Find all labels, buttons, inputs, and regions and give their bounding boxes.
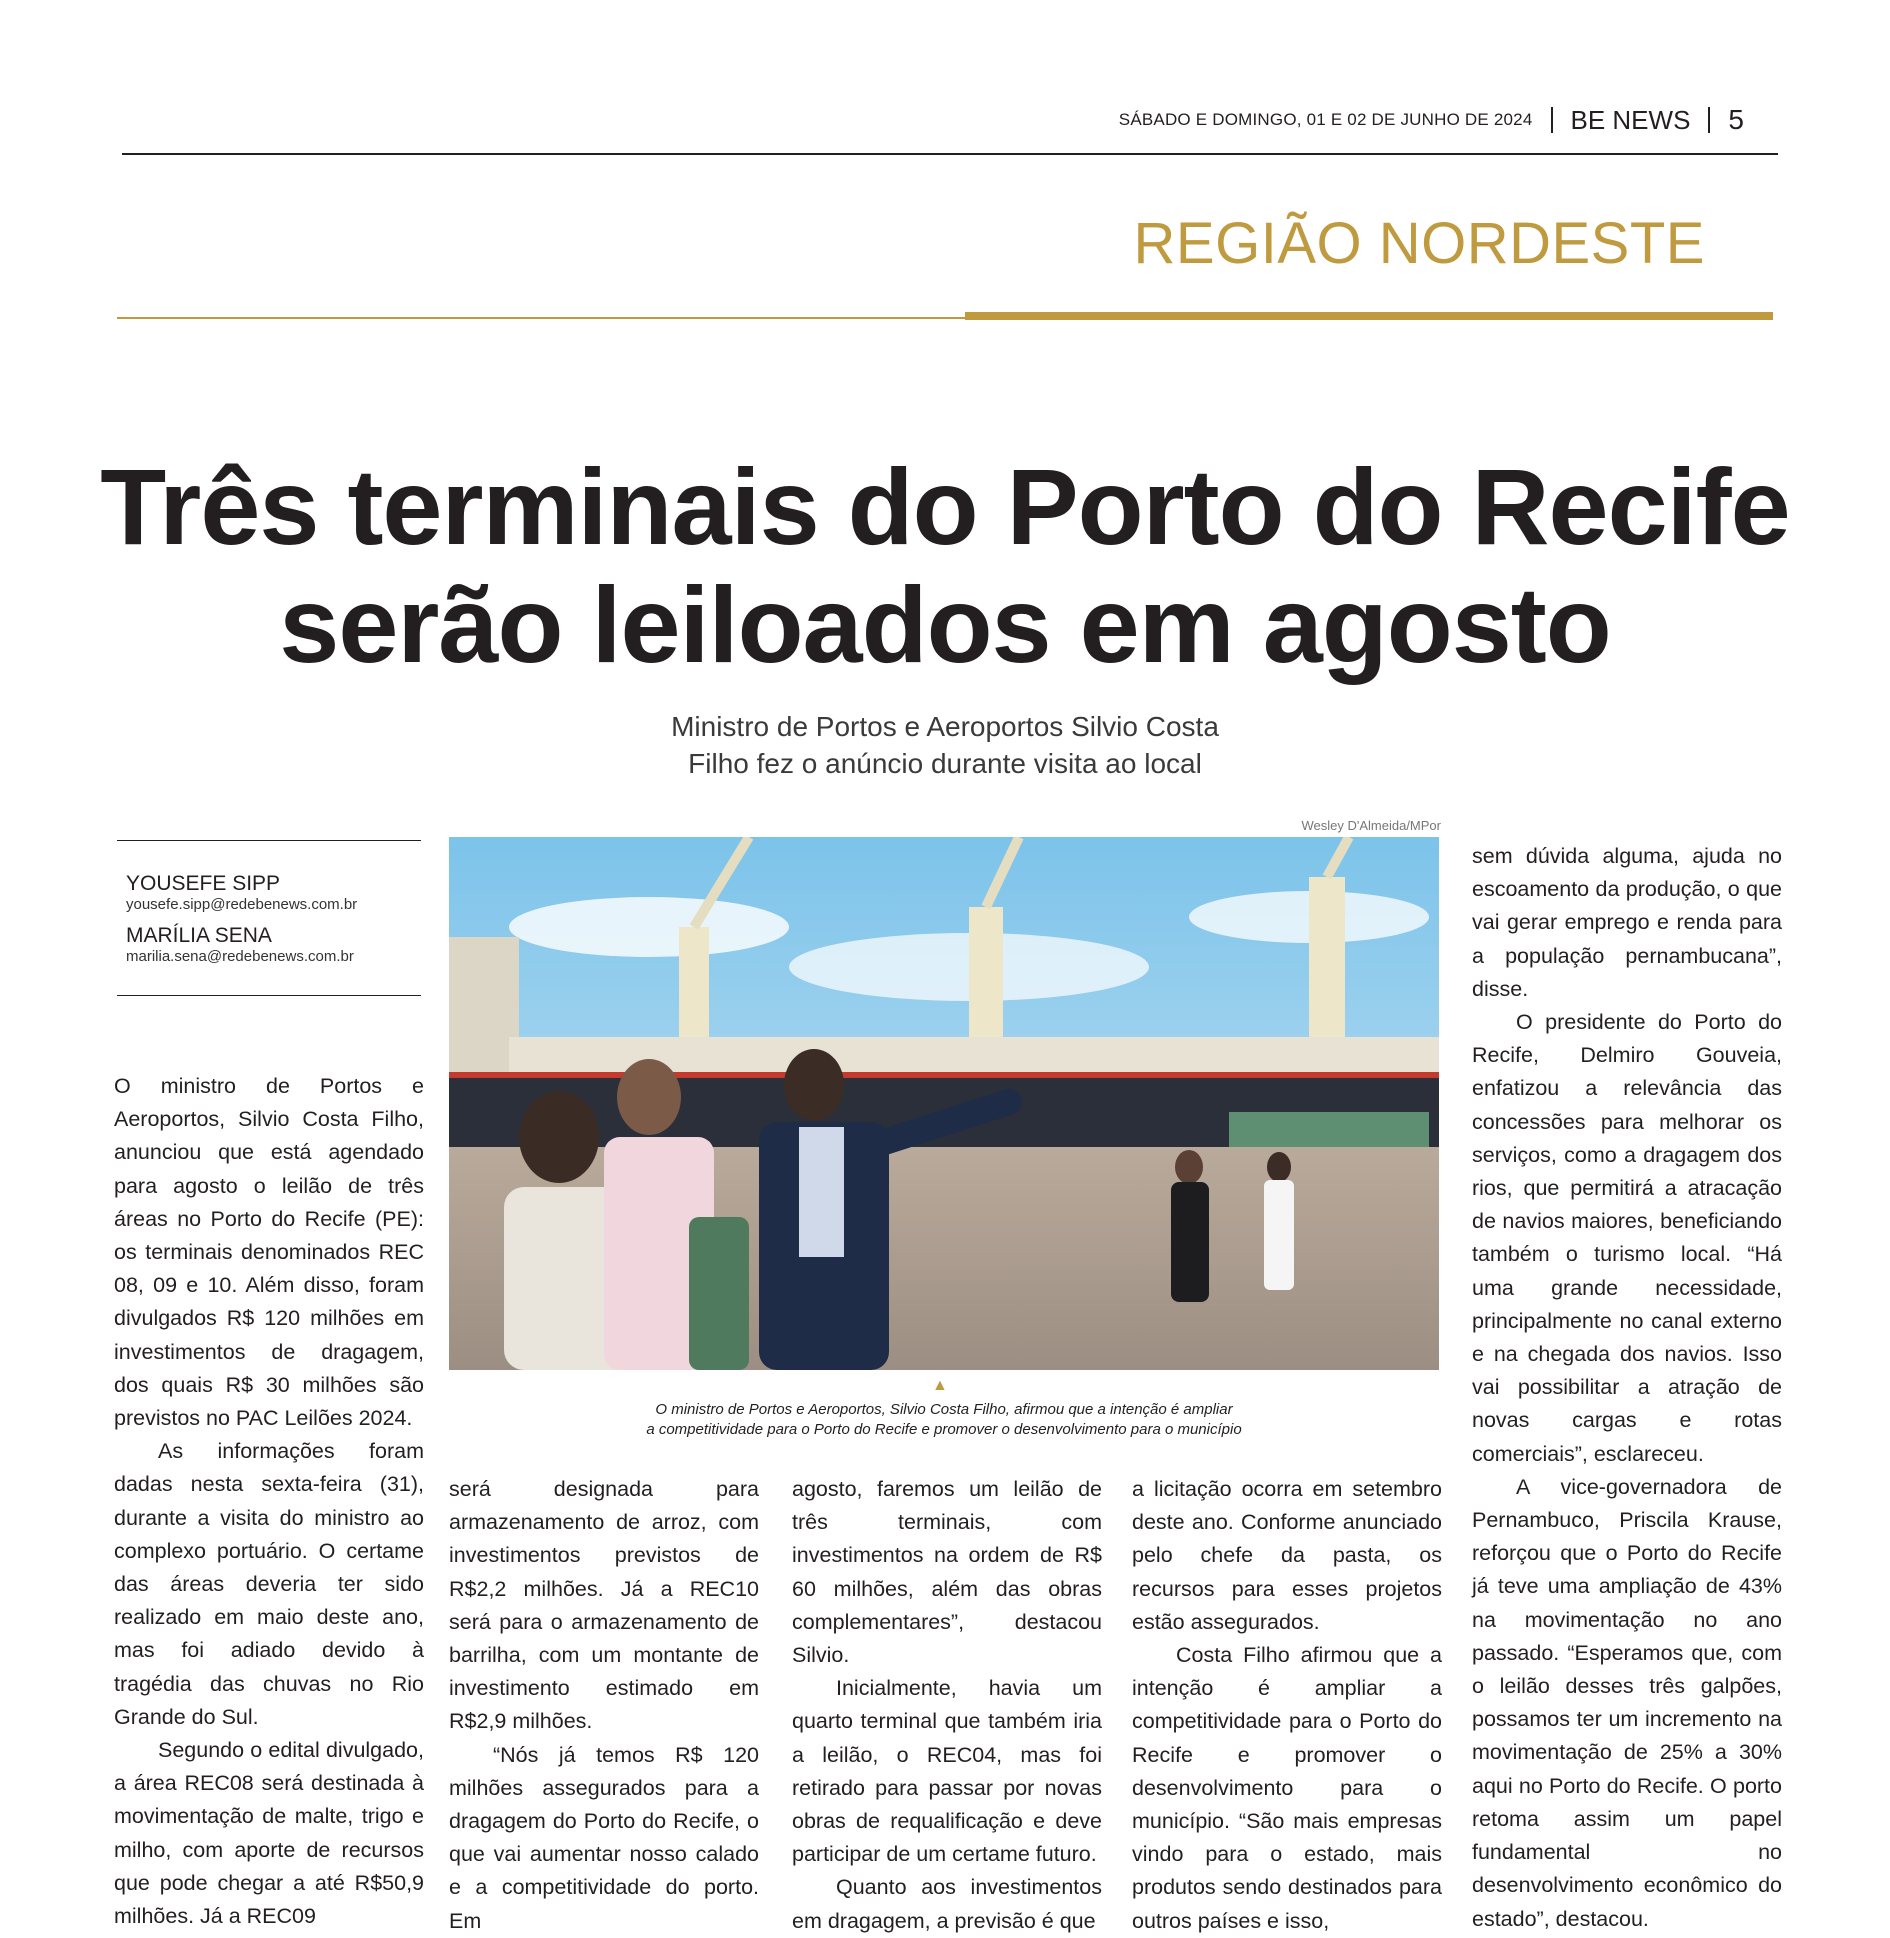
- author-byline: [126, 872, 357, 914]
- article-subtitle: [0, 708, 1890, 782]
- folio-divider: [1708, 107, 1710, 133]
- author-name: YOUSEFE SIPP: [126, 872, 281, 895]
- author-name: MARÍLIA SENA: [126, 924, 272, 947]
- byline-rule-top: [117, 840, 421, 841]
- author-byline: [126, 924, 354, 966]
- body-paragraph: sem dúvida alguma, ajuda no escoamento da produção, o que vai gerar emprego e renda para a população pernambucana”, disse.: [1472, 844, 1782, 1001]
- section-title: REGIÃO NORDESTE: [1133, 211, 1705, 276]
- page-folio: [1119, 104, 1744, 136]
- body-paragraph: Segundo o edital divulgado, a área REC08 será destinada à movimentação de malte, trigo e milho, com aporte de recursos que pode chegar a até R$50,9 milhões. Já a REC09: [114, 1738, 424, 1929]
- page-number: 5: [1728, 104, 1744, 135]
- article-photo: [449, 837, 1439, 1370]
- caption-line: a competitividade para o Porto do Recife e promover o desenvolvimento para o município: [646, 1421, 1242, 1438]
- photo-credit: Wesley D'Almeida/MPor: [1301, 818, 1441, 833]
- author-email[interactable]: yousefe.sipp@redebenews.com.br: [126, 896, 358, 913]
- subtitle-line: Ministro de Portos e Aeroportos Silvio Costa: [671, 711, 1219, 742]
- article-column-2: [449, 1473, 759, 1938]
- byline-rule-bottom: [117, 995, 421, 996]
- body-paragraph: As informações foram dadas nesta sexta-feira (31), durante a visita do ministro ao complexo portuário. O certame das áreas deveria ter sido realizado em maio deste ano, mas foi adiado devido à tragédia das chuvas no Rio Grande do Sul.: [114, 1439, 424, 1729]
- folio-divider: [1551, 107, 1553, 133]
- header-rule: [122, 153, 1778, 155]
- body-paragraph: Quanto aos investimentos em dragagem, a previsão é que: [792, 1875, 1102, 1933]
- headline-line: Três terminais do Porto do Recife: [100, 446, 1790, 567]
- body-paragraph: Inicialmente, havia um quarto terminal que também iria a leilão, o REC04, mas foi retirado para passar por novas obras de requalificação e deve participar de um certame futuro.: [792, 1676, 1102, 1867]
- body-paragraph: agosto, faremos um leilão de três terminais, com investimentos na ordem de R$ 60 milhões, além das obras complementares”, destacou Silvio.: [792, 1477, 1102, 1668]
- body-paragraph: “Nós já temos R$ 120 milhões assegurados para a dragagem do Porto do Recife, o que vai aumentar nosso calado e a competitividade do porto. Em: [449, 1742, 759, 1933]
- photo-caption: [449, 1400, 1439, 1440]
- body-paragraph: Costa Filho afirmou que a intenção é ampliar a competitividade para o Porto do Recife e promover o desenvolvimento para o município. “São mais empresas vindo para o estado, mais produtos sendo destinados para outros países e isso,: [1132, 1643, 1442, 1933]
- article-column-1: [114, 1070, 424, 1933]
- caption-arrow-icon: ▲: [932, 1377, 948, 1394]
- subtitle-line: Filho fez o anúncio durante visita ao local: [688, 748, 1202, 779]
- headline-line: serão leiloados em agosto: [279, 564, 1611, 685]
- body-paragraph: A vice-governadora de Pernambuco, Priscila Krause, reforçou que o Porto do Recife já teve uma ampliação de 43% na movimentação no ano passado. “Esperamos que, com o leilão desses três galpões, possamos ter um incremento na movimentação de 25% a 30% aqui no Porto do Recife. O porto retoma assim um papel fundamental no desenvolvimento econômico do estado”, destacou.: [1472, 1474, 1782, 1931]
- body-paragraph: será designada para armazenamento de arroz, com investimentos previstos de R$2,2 milhões. Já a REC10 será para o armazenamento de barrilha, com um montante de investimento estimado em R$2,9 milhões.: [449, 1477, 759, 1734]
- body-paragraph: a licitação ocorra em setembro deste ano. Conforme anunciado pelo chefe da pasta, os recursos para esses projetos estão assegurados.: [1132, 1477, 1442, 1634]
- publication-name: BE NEWS: [1570, 104, 1691, 135]
- body-paragraph: O presidente do Porto do Recife, Delmiro Gouveia, enfatizou a relevância das concessões para melhorar os serviços, como a dragagem dos rios, que permitirá a atracação de navios maiores, beneficiando também o turismo local. “Há uma grande necessidade, principalmente no canal externo e na chegada dos navios. Isso vai possibilitar a atração de novas cargas e rotas comerciais”, esclareceu.: [1472, 1010, 1782, 1466]
- article-column-4: [1132, 1473, 1442, 1938]
- article-headline: [0, 448, 1890, 684]
- article-column-3: [792, 1473, 1102, 1938]
- section-rule-thick: [965, 312, 1773, 320]
- edition-date: SÁBADO E DOMINGO, 01 E 02 DE JUNHO DE 2024: [1118, 110, 1533, 129]
- caption-line: O ministro de Portos e Aeroportos, Silvio Costa Filho, afirmou que a intenção é ampliar: [655, 1401, 1233, 1418]
- article-column-5: [1472, 840, 1782, 1936]
- author-email[interactable]: marilia.sena@redebenews.com.br: [126, 948, 354, 965]
- body-paragraph: O ministro de Portos e Aeroportos, Silvio Costa Filho, anunciou que está agendado para agosto o leilão de três áreas no Porto do Recife (PE): os terminais denominados REC 08, 09 e 10. Além disso, foram divulgados R$ 120 milhões em investimentos de dragagem, dos quais R$ 30 milhões são previstos no PAC Leilões 2024.: [114, 1074, 424, 1431]
